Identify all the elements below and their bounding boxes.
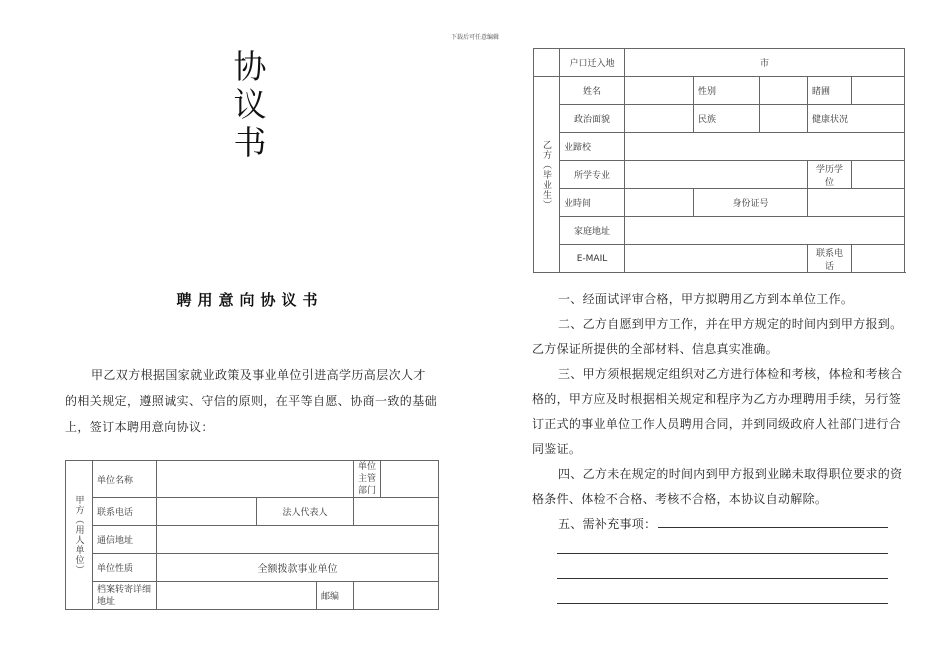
birth-field[interactable] bbox=[852, 77, 905, 105]
school-field[interactable] bbox=[625, 133, 905, 161]
agreement-subtitle: 聘用意向协议书 bbox=[176, 291, 324, 309]
id-number-label: 身份证号 bbox=[694, 189, 808, 217]
party-b-table bbox=[533, 48, 905, 273]
cover-char: 书 bbox=[233, 123, 267, 162]
grad-time-label: 业時间 bbox=[560, 189, 625, 217]
party-a-table bbox=[65, 460, 439, 610]
cover-char: 协 bbox=[233, 47, 267, 86]
supplement-line[interactable] bbox=[557, 578, 888, 579]
grad-time-field[interactable] bbox=[625, 189, 694, 217]
postcode-label: 邮编 bbox=[317, 582, 354, 610]
unit-nature-value: 全额拨款事业单位 bbox=[157, 554, 439, 582]
cover-char: 议 bbox=[233, 85, 267, 124]
ethnicity-label: 民族 bbox=[694, 105, 760, 133]
home-address-field[interactable] bbox=[625, 217, 905, 245]
unit-nature-label: 单位性质 bbox=[93, 554, 157, 582]
name-field[interactable] bbox=[625, 77, 694, 105]
hukou-label: 户口迁入地 bbox=[560, 49, 625, 77]
address-label: 通信地址 bbox=[93, 526, 157, 554]
id-number-field[interactable] bbox=[808, 189, 905, 217]
intro-paragraph: 甲乙双方根据国家就业政策及事业单位引进高学历高层次人才的相关规定，遵照诚实、守信的原则，在平等自愿、协商一致的基础上，签订本聘用意向协议： bbox=[65, 368, 438, 434]
gender-field[interactable] bbox=[760, 77, 808, 105]
health-label: 健康状况 bbox=[808, 105, 905, 133]
archive-address-field[interactable] bbox=[157, 582, 317, 610]
postcode-field[interactable] bbox=[354, 582, 439, 610]
address-field[interactable] bbox=[157, 526, 439, 554]
party-a-side-label: 甲方（用人单位） bbox=[66, 461, 93, 610]
degree-field[interactable] bbox=[852, 161, 905, 189]
legal-rep-field[interactable] bbox=[354, 498, 439, 526]
major-field[interactable] bbox=[625, 161, 808, 189]
contact-phone-field[interactable] bbox=[852, 245, 905, 273]
clause-2: 二、乙方自愿到甲方工作，并在甲方规定的时间内到甲方报到。乙方保证所提供的全部材料、信息真实准确。 bbox=[532, 317, 903, 356]
unit-name-label: 单位名称 bbox=[93, 461, 157, 498]
supplement-line[interactable] bbox=[658, 527, 888, 528]
name-label: 姓名 bbox=[560, 77, 625, 105]
supplement-line[interactable] bbox=[557, 603, 888, 604]
supervisor-label: 单位主管部门 bbox=[354, 461, 381, 498]
clause-5: 五、需补充事项： bbox=[558, 517, 657, 531]
political-field[interactable] bbox=[625, 105, 694, 133]
hukou-value: 市 bbox=[625, 49, 905, 77]
degree-label: 学历学位 bbox=[808, 161, 852, 189]
clause-1: 一、经面试评审合格，甲方拟聘用乙方到本单位工作。 bbox=[558, 292, 854, 306]
legal-rep-label: 法人代表人 bbox=[257, 498, 354, 526]
school-label: 业蹄校 bbox=[560, 133, 625, 161]
ethnicity-field[interactable] bbox=[760, 105, 808, 133]
political-label: 政治面貌 bbox=[560, 105, 625, 133]
party-b-side-label: 乙方（毕业生） bbox=[534, 77, 560, 273]
supplement-line[interactable] bbox=[557, 553, 888, 554]
phone-label: 联系电话 bbox=[93, 498, 157, 526]
contact-phone-label: 联系电话 bbox=[808, 245, 852, 273]
supervisor-field[interactable] bbox=[381, 461, 439, 498]
home-address-label: 家庭地址 bbox=[560, 217, 625, 245]
archive-address-label: 档案转寄详细地址 bbox=[93, 582, 157, 610]
party-b-corner bbox=[534, 49, 560, 77]
birth-label: 睹圃 bbox=[808, 77, 852, 105]
clause-3: 三、甲方须根据规定组织对乙方进行体检和考核，体检和考核合格的，甲方应及时根据相关规定和程序为乙方办理聘用手续，另行签订正式的事业单位工作人员聘用合同，并到同级政府人社部门进行合同鉴证。 bbox=[532, 367, 903, 456]
cover-title bbox=[225, 48, 275, 162]
clause-4: 四、乙方未在规定的时间内到甲方报到业睇未取得职位要求的资格条件、体检不合格、考核不合格，本协议自动解除。 bbox=[532, 467, 903, 506]
major-label: 所学专业 bbox=[560, 161, 625, 189]
unit-name-field[interactable] bbox=[157, 461, 354, 498]
header-note: 下载后可任意编辑 bbox=[450, 34, 499, 41]
email-label: E-MAIL bbox=[560, 245, 625, 273]
email-field[interactable] bbox=[625, 245, 808, 273]
gender-label: 性别 bbox=[694, 77, 760, 105]
phone-field[interactable] bbox=[157, 498, 257, 526]
